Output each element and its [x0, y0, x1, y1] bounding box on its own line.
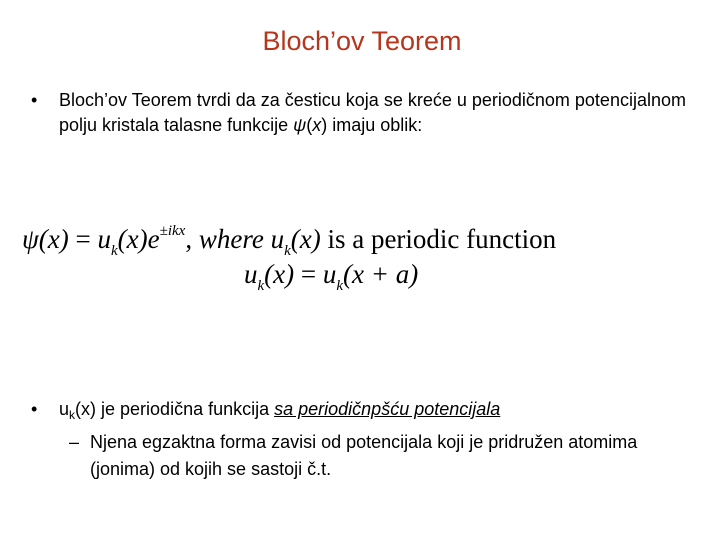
bullet-text-before: Bloch’ov Teorem tvrdi da za česticu koja se kreće u periodičnom potencijalnom polju kristala talasne funkcije — [59, 90, 686, 135]
eq-u-arg: (x) — [117, 224, 148, 254]
eq2-arg2: (x + a) — [343, 259, 419, 289]
underlined-phrase: sa periodičnpšću potencijala — [274, 399, 501, 419]
eq2-arg: (x) — [264, 259, 295, 289]
eq-equals: = — [68, 224, 98, 254]
u-symbol: u — [59, 399, 70, 419]
eq-u2-sub: k — [284, 243, 291, 259]
eq-e: e — [147, 224, 160, 254]
eq2-equals: = — [294, 259, 323, 289]
paren-close: ) — [321, 115, 328, 135]
eq-tail: is a periodic function — [320, 224, 557, 254]
x-paren: (x) — [75, 399, 97, 419]
slide-title: Bloch’ov Teorem — [262, 26, 462, 56]
eq2-u: u — [244, 259, 258, 289]
eq-where: where — [198, 224, 271, 254]
eq-exponent: ±ikx — [159, 223, 186, 239]
eq2-u2-sub: k — [336, 278, 344, 294]
eq-u: u — [97, 224, 111, 254]
eq-psi-arg: (x) — [38, 224, 69, 254]
psi-symbol: ψ — [293, 115, 307, 135]
bullet-text-mid: je periodična funkcija — [96, 399, 275, 419]
k-subscript: k — [69, 408, 76, 422]
bullet-marker: • — [31, 90, 38, 110]
paren-open: ( — [306, 115, 313, 135]
periodicity-equation — [244, 258, 418, 302]
eq-u-sub: k — [110, 243, 118, 259]
sub-bullet-text: Njena egzaktna forma zavisi od potencijala koji je pridružen atomima (jonima) od kojih se sastoji č.t. — [90, 432, 638, 479]
eq-comma: , — [185, 224, 199, 254]
bullet-text — [59, 88, 709, 138]
eq2-u2: u — [322, 259, 337, 289]
bullet-text — [59, 397, 709, 428]
eq2-u-sub: k — [257, 278, 265, 294]
bullet-marker: • — [31, 399, 38, 419]
sub-bullet-marker: – — [69, 432, 80, 452]
x-variable: x — [312, 115, 322, 135]
bullet-text-after: imaju oblik: — [327, 115, 423, 135]
eq-psi: ψ — [22, 224, 39, 254]
eq-u2: u — [270, 224, 285, 254]
eq-u2-arg: (x) — [290, 224, 321, 254]
